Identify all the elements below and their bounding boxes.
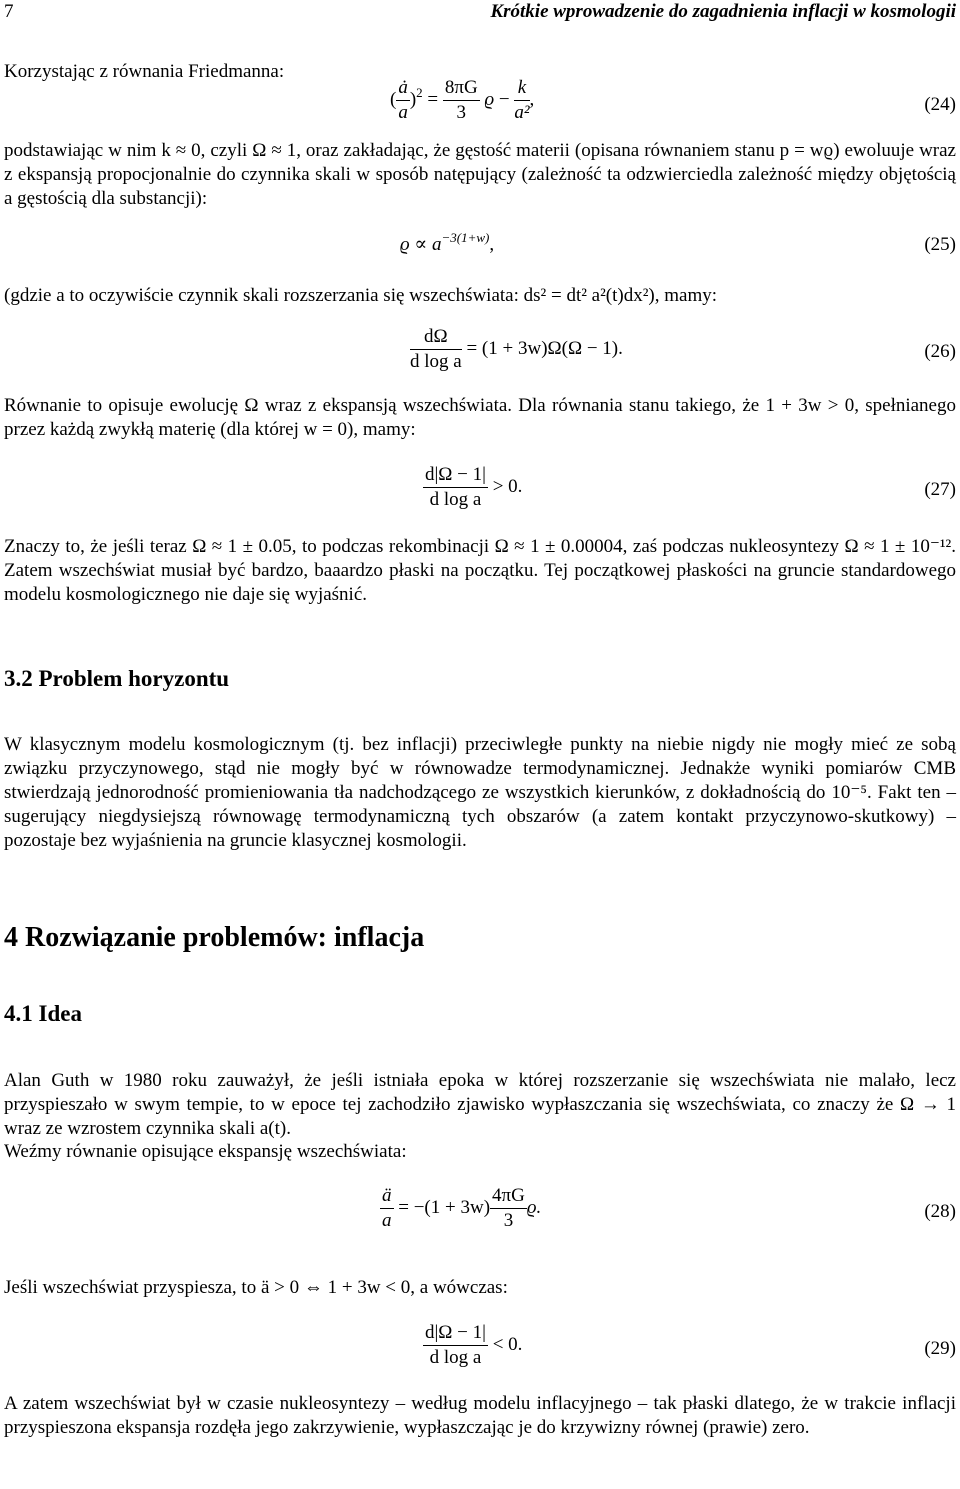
paragraph-expansion-equation-intro: Weźmy równanie opisujące ekspansję wszechświata: (4, 1141, 407, 1162)
equation-26: $\frac{d\Omega}{\text{d log a}}$ = (1 + 3w)Ω(Ω − 1). (26) (410, 326, 956, 372)
equation-number: (27) (924, 479, 956, 500)
paragraph-flatness: Znaczy to, że jeśli teraz Ω ≈ 1 ± 0.05, to podczas rekombinacji Ω ≈ 1 ± 0.00004, zaś podczas nukleosyntezy Ω ≈ 1 ± 10⁻¹². Zatem wszechświat musiał być bardzo, baaardzo płaski na początku. Tej początkowej płaskości na gruncie standardowego modelu kosmologicznego nie daje się wyjaśnić. (4, 536, 956, 605)
equation-29: $\frac{d|\Omega - 1|}{\text{d log a}}$ < 0. (29) (425, 1322, 956, 1368)
equation-27: $\frac{d|\Omega - 1|}{\text{d log a}}$ > 0. (27) (425, 464, 956, 510)
section-heading-4: 4 Rozwiązanie problemów: inflacja (4, 922, 425, 953)
page-header (4, 0, 956, 24)
fraction-dabsOmega-over-dloga: $\frac{d|\Omega - 1|}{\text{d log a}}$ (425, 1322, 486, 1368)
page-number: 7 (4, 1, 14, 22)
section-heading-3-2: 3.2 Problem horyzontu (4, 666, 230, 691)
fraction-dabsOmega-over-dloga: $\frac{d|\Omega - 1|}{\text{d log a}}$ (425, 464, 486, 510)
fraction-adot-over-a: $\frac{ȧ}{a}$ (398, 77, 408, 123)
paragraph-substitution: podstawiając w nim k ≈ 0, czyli Ω ≈ 1, oraz zakładając, że gęstość materii (opisana równaniem stanu p = wϱ) ewoluuje wraz z ekspansją propocjonalnie do czynnika skali w sposób natępujący (zależność ta odzwierciedla zależność między objętością a gęstością dla substancji): (4, 140, 956, 209)
section-heading-4-1: 4.1 Idea (4, 1001, 82, 1026)
fraction-8piG-over-3: $\frac{8\pi G}{3}$ (444, 77, 478, 123)
equation-number: (28) (924, 1201, 956, 1222)
fraction-addot-over-a: $\frac{ä}{a}$ (382, 1185, 392, 1231)
paragraph-scale-factor: (gdzie a to oczywiście czynnik skali rozszerzania się wszechświata: ds² = dt² a²(t)dx²), mamy: (4, 285, 718, 306)
fraction-4piG-over-3: $\frac{4\pi G}{3}$ (492, 1185, 525, 1231)
paragraph-friedmann-intro: Korzystając z równania Friedmanna: (4, 61, 285, 82)
paragraph-evolution: Równanie to opisuje ewolucję Ω wraz z ekspansją wszechświata. Dla równania stanu takiego, że 1 + 3w > 0, spełnianego przez każdą zwykłą materię (dla której w = 0), mamy: (4, 395, 956, 440)
paragraph-guth: Alan Guth w 1980 roku zauważył, że jeśli istniała epoka w której rozszerzanie się wszechświata nie malało, lecz przyspieszało w swym tempie, to w epoce tej zachodziło zjawisko wypłaszczania się wszechświata, co znaczy że Ω → 1 wraz ze wzrostem czynnika skali a(t). (4, 1070, 956, 1139)
fraction-k-over-a2: $\frac{k}{\text{a²}}$ (514, 77, 530, 123)
equation-number: (25) (924, 234, 956, 255)
equation-24: ( $\frac{ȧ}{a}$ )$^2$ = $\frac{8\pi G}{3}$ ϱ − $\frac{k}{\text{a²}}$ , (24) (390, 77, 956, 123)
paragraph-horizon-problem: W klasycznym modelu kosmologicznym (tj. bez inflacji) przeciwległe punkty na niebie nigdy nie mogły mieć ze sobą związku przyczynowego, stąd nie mogły być w równowadze termodynamicznej. Jednakże wyniki pomiarów CMB stwierdzają jednorodność promieniowania tła nadchodzącego ze wszystkich kierunków, z dokładnością do 10⁻⁵. Fakt ten – sugerujący niegdysiejszą równowagę termodynamiczną tych obszarów (a zatem kontakt przyczynowo-skutkowy) – pozostaje bez wyjaśnienia na gruncie klasycznej kosmologii. (4, 734, 956, 851)
equation-25: $ϱ \propto a^{-3(1+w)}$, (25) (400, 230, 956, 255)
fraction-dOmega-over-dloga: $\frac{d\Omega}{\text{d log a}}$ (410, 326, 462, 372)
equation-28: $\frac{ä}{a}$ = −(1 + 3w) $\frac{4\pi G}{3}$ ϱ. (28) (382, 1185, 956, 1231)
equation-number: (29) (924, 1338, 956, 1359)
equation-number: (26) (924, 341, 956, 362)
equation-number: (24) (924, 94, 956, 115)
paragraph-conclusion: A zatem wszechświat był w czasie nukleosyntezy – według modelu inflacyjnego – tak płaski dlatego, że w trakcie inflacji przyspieszona ekspansja rozdęła jego zakrzywienie, wypłaszczając je do krzywizny równej (prawie) zero. (4, 1393, 956, 1438)
running-title: Krótkie wprowadzenie do zagadnienia inflacji w kosmologii (490, 1, 956, 22)
paragraph-acceleration: Jeśli wszechświat przyspiesza, to ä > 0 ⇔ 1 + 3w < 0, a wówczas: (4, 1277, 508, 1298)
